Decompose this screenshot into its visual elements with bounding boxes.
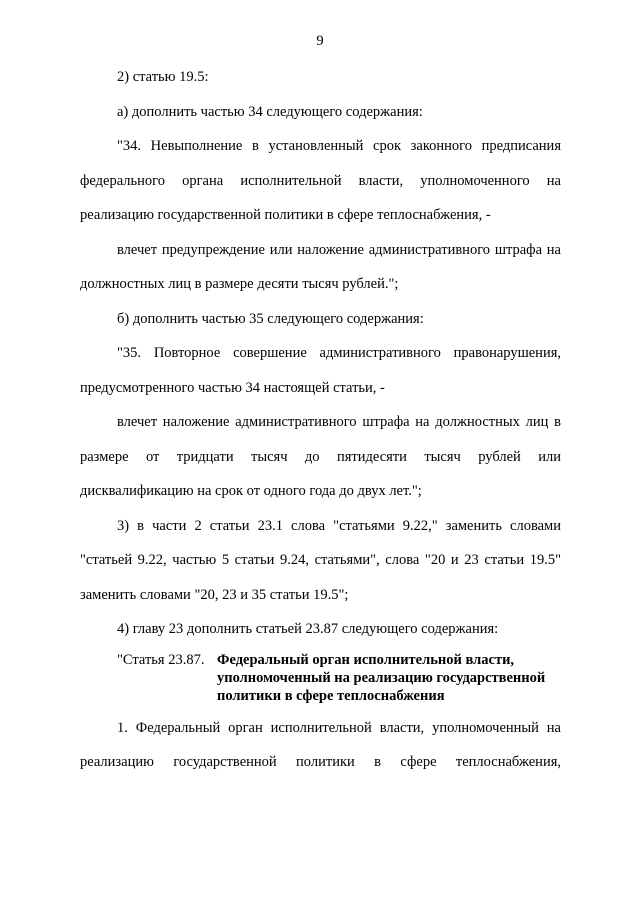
- page-number: 9: [316, 33, 324, 49]
- paragraph-part-34-text: "34. Невыполнение в установленный срок законного предписания федерального органа исполнительной власти, уполномоченного на реализацию государственной политики в сфере теплоснабжения, -: [80, 138, 561, 223]
- paragraph-part-35-text: "35. Повторное совершение административного правонарушения, предусмотренного частью 34 настоящей статьи, -: [80, 345, 561, 396]
- paragraph-article-23-87-part-1: 1. Федеральный орган исполнительной власти, уполномоченный на реализацию государственной политики в сфере теплоснабжения,: [80, 719, 561, 770]
- paragraph-add-part-35: б) дополнить частью 35 следующего содержания:: [117, 310, 424, 327]
- paragraph-part-35-penalty: влечет наложение административного штрафа на должностных лиц в размере от тридцати тысяч до пятидесяти тысяч рублей или дисквалификацию на срок от одного года до двух лет.";: [80, 414, 561, 499]
- paragraph-amend-article-19-5: 2) статью 19.5:: [117, 69, 209, 85]
- paragraph-add-article-23-87: 4) главу 23 дополнить статьей 23.87 следующего содержания:: [117, 621, 499, 637]
- article-heading: [80, 651, 561, 705]
- paragraph-part-34-penalty: влечет предупреждение или наложение административного штрафа на должностных лиц в размере десяти тысяч рублей.";: [80, 241, 561, 292]
- document-body: [80, 60, 561, 780]
- paragraph-add-part-34: а) дополнить частью 34 следующего содержания:: [117, 103, 423, 120]
- paragraph-amend-article-23-1: 3) в части 2 статьи 23.1 слова "статьями 9.22," заменить словами "статьей 9.22, частью 5 статьи 9.24, статьями", слова "20 и 23 статьи 19.5" заменить словами "20, 23 и 35 статьи 19.5";: [80, 517, 561, 603]
- article-label: "Статья 23.87.: [117, 651, 205, 668]
- article-title: Федеральный орган исполнительной власти, уполномоченный на реализацию государственной политики в сфере теплоснабжения: [217, 651, 546, 704]
